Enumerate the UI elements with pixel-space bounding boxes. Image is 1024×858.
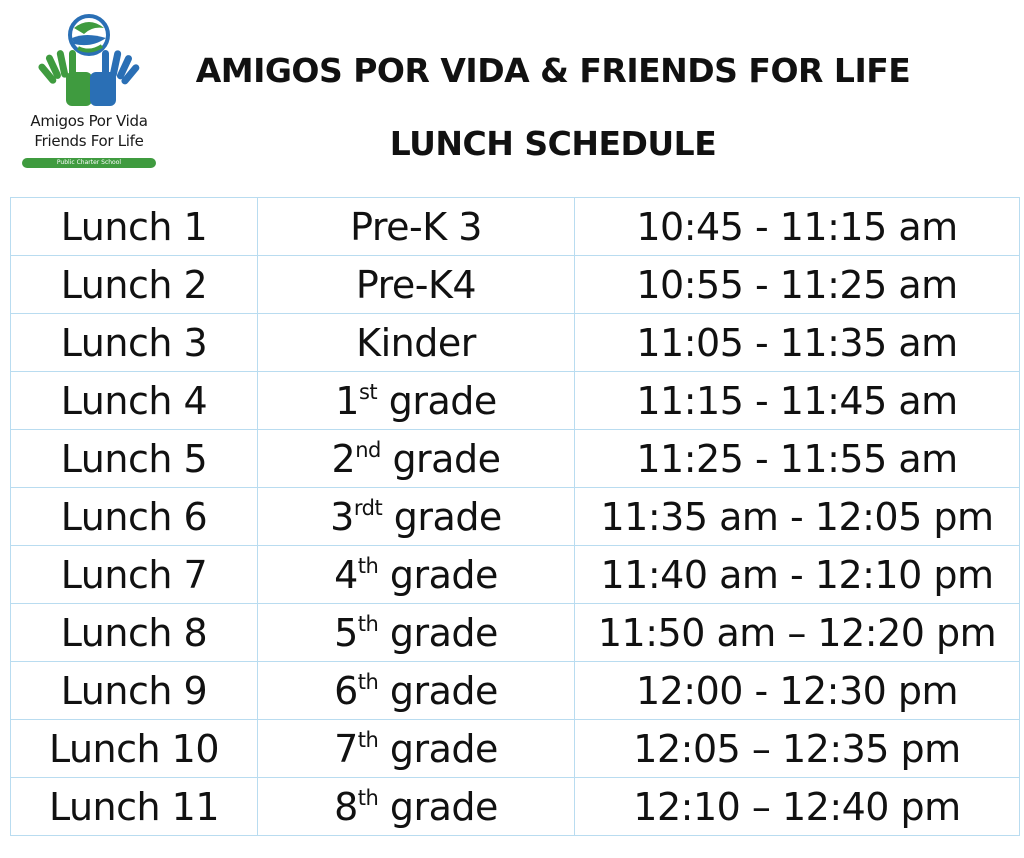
lunch-number-cell: Lunch 11 bbox=[11, 778, 258, 836]
grade-cell bbox=[258, 720, 575, 778]
lunch-time-cell: 12:10 – 12:40 pm bbox=[575, 778, 1020, 836]
table-row bbox=[11, 662, 1020, 720]
grade-cell bbox=[258, 314, 575, 372]
grade-word-text: grade bbox=[378, 610, 498, 655]
lunch-time-cell: 12:05 – 12:35 pm bbox=[575, 720, 1020, 778]
grade-word-text: grade bbox=[378, 784, 498, 829]
table-row bbox=[11, 314, 1020, 372]
table-row bbox=[11, 778, 1020, 836]
table-row bbox=[11, 256, 1020, 314]
lunch-number-cell: Lunch 2 bbox=[11, 256, 258, 314]
grade-cell bbox=[258, 546, 575, 604]
grade-ordinal-suffix: th bbox=[357, 727, 379, 752]
grade-ordinal-suffix: st bbox=[358, 379, 378, 404]
table-row bbox=[11, 604, 1020, 662]
lunch-time-cell: 12:00 - 12:30 pm bbox=[575, 662, 1020, 720]
lunch-number-cell: Lunch 6 bbox=[11, 488, 258, 546]
grade-cell bbox=[258, 488, 575, 546]
grade-main-text: 3 bbox=[330, 494, 354, 539]
grade-main-text: 8 bbox=[334, 784, 358, 829]
table-row bbox=[11, 488, 1020, 546]
grade-cell bbox=[258, 430, 575, 488]
grade-main-text: 2 bbox=[331, 436, 356, 481]
lunch-time-cell: 10:55 - 11:25 am bbox=[575, 256, 1020, 314]
table-row bbox=[11, 430, 1020, 488]
grade-word-text: grade bbox=[378, 726, 498, 771]
grade-main-text: Pre-K 3 bbox=[350, 204, 482, 249]
lunch-schedule-table bbox=[10, 197, 1020, 836]
page-subtitle: LUNCH SCHEDULE bbox=[389, 124, 717, 163]
table-row bbox=[11, 198, 1020, 256]
grade-cell bbox=[258, 372, 575, 430]
grade-main-text: 4 bbox=[334, 552, 358, 597]
hands-globe-icon bbox=[14, 8, 164, 112]
grade-ordinal-suffix: th bbox=[357, 785, 379, 810]
grade-word-text: grade bbox=[378, 668, 498, 713]
lunch-number-cell: Lunch 5 bbox=[11, 430, 258, 488]
grade-ordinal-suffix: rdt bbox=[353, 495, 383, 520]
lunch-number-cell: Lunch 10 bbox=[11, 720, 258, 778]
grade-main-text: 5 bbox=[334, 610, 358, 655]
grade-word-text: grade bbox=[382, 494, 502, 539]
lunch-number-cell: Lunch 4 bbox=[11, 372, 258, 430]
grade-cell bbox=[258, 778, 575, 836]
grade-main-text: 1 bbox=[335, 378, 359, 423]
grade-word-text: grade bbox=[378, 552, 498, 597]
grade-main-text: Pre-K4 bbox=[355, 262, 477, 307]
grade-ordinal-suffix: th bbox=[357, 611, 379, 636]
school-logo bbox=[14, 8, 164, 172]
grade-main-text: 6 bbox=[334, 668, 358, 713]
lunch-number-cell: Lunch 8 bbox=[11, 604, 258, 662]
lunch-time-cell: 10:45 - 11:15 am bbox=[575, 198, 1020, 256]
grade-ordinal-suffix: th bbox=[357, 669, 379, 694]
lunch-time-cell: 11:35 am - 12:05 pm bbox=[575, 488, 1020, 546]
grade-cell bbox=[258, 198, 575, 256]
lunch-time-cell: 11:15 - 11:45 am bbox=[575, 372, 1020, 430]
lunch-number-cell: Lunch 7 bbox=[11, 546, 258, 604]
table-row bbox=[11, 546, 1020, 604]
table-row bbox=[11, 720, 1020, 778]
grade-main-text: Kinder bbox=[356, 320, 476, 365]
grade-word-text: grade bbox=[380, 436, 501, 481]
grade-ordinal-suffix: th bbox=[357, 553, 379, 578]
logo-text-line2: Friends For Life bbox=[34, 132, 144, 150]
lunch-time-cell: 11:40 am - 12:10 pm bbox=[575, 546, 1020, 604]
lunch-number-cell: Lunch 3 bbox=[11, 314, 258, 372]
grade-cell bbox=[258, 662, 575, 720]
lunch-number-cell: Lunch 1 bbox=[11, 198, 258, 256]
grade-ordinal-suffix: nd bbox=[355, 437, 381, 462]
lunch-time-cell: 11:05 - 11:35 am bbox=[575, 314, 1020, 372]
logo-band: Public Charter School bbox=[22, 158, 156, 168]
page-title: AMIGOS POR VIDA & FRIENDS FOR LIFE bbox=[195, 51, 911, 90]
lunch-time-cell: 11:25 - 11:55 am bbox=[575, 430, 1020, 488]
grade-main-text: 7 bbox=[334, 726, 358, 771]
schedule-body bbox=[11, 198, 1020, 836]
lunch-time-cell: 11:50 am – 12:20 pm bbox=[575, 604, 1020, 662]
lunch-number-cell: Lunch 9 bbox=[11, 662, 258, 720]
logo-text-line1: Amigos Por Vida bbox=[30, 112, 148, 130]
grade-word-text: grade bbox=[377, 378, 497, 423]
table-row bbox=[11, 372, 1020, 430]
grade-cell bbox=[258, 256, 575, 314]
grade-cell bbox=[258, 604, 575, 662]
